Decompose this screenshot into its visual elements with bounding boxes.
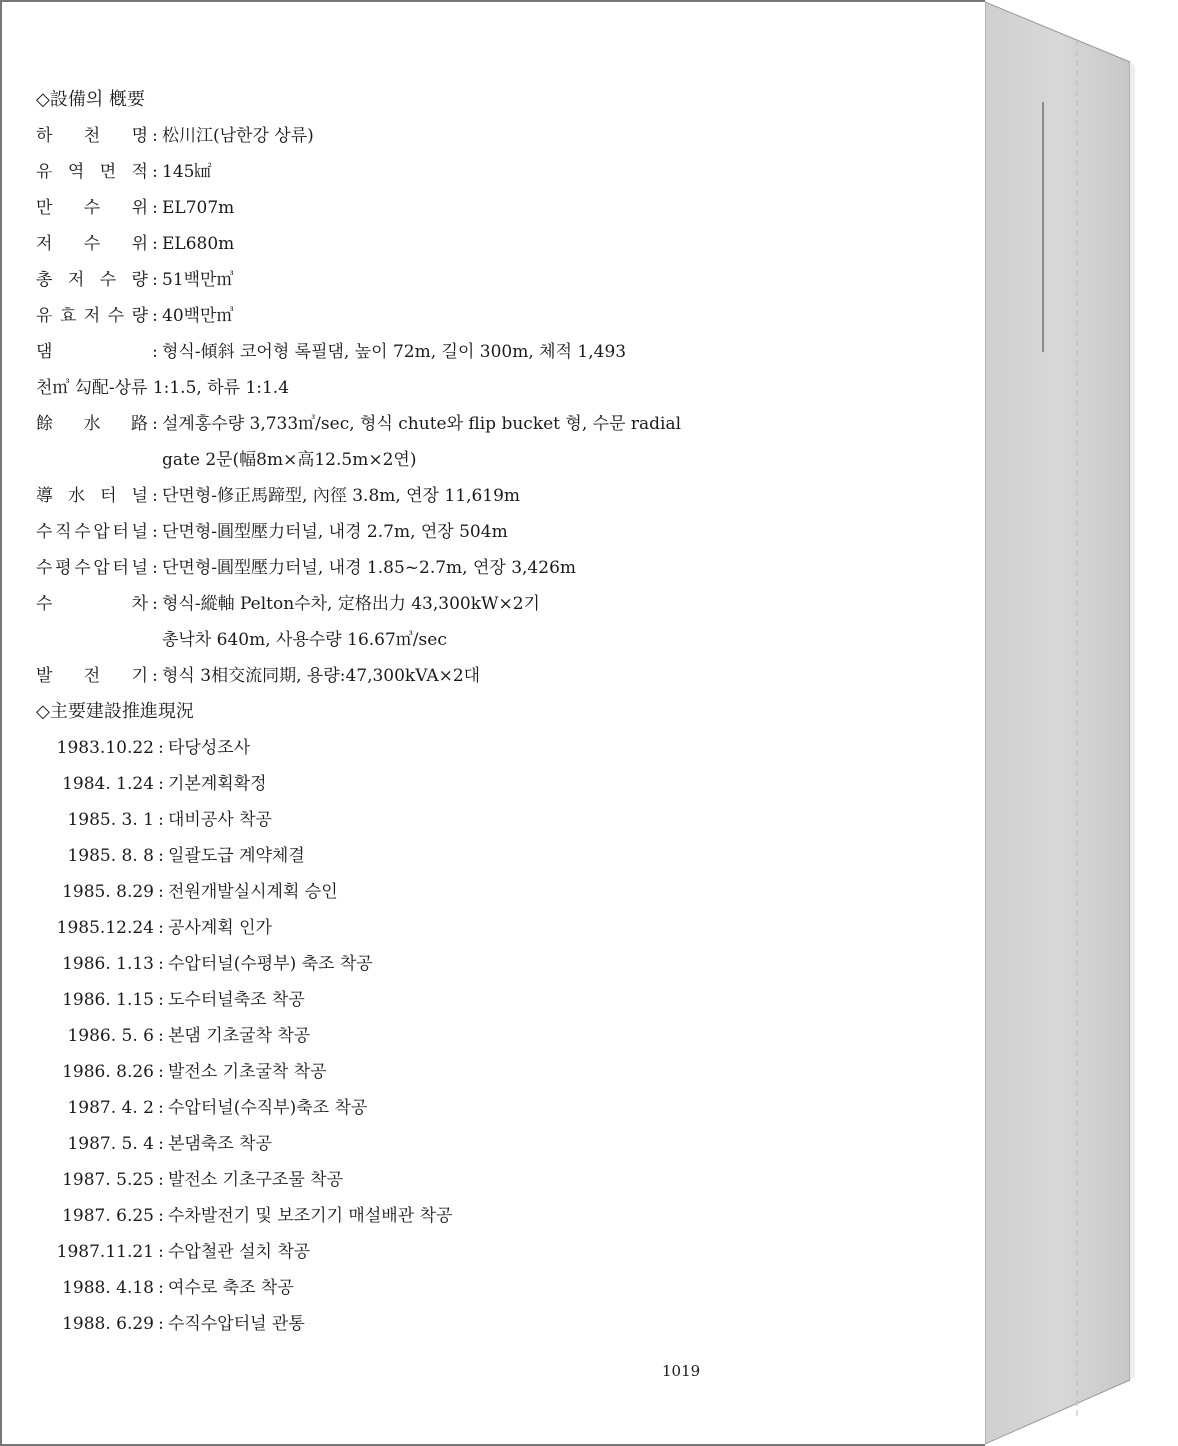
spec-label-char: 터 xyxy=(100,486,117,506)
history-event: 전원개발실시계획 승인 xyxy=(168,882,338,902)
spec-value: 51백만㎥ xyxy=(162,270,234,290)
history-date: 1985. 3. 1 xyxy=(67,810,154,830)
spec-label-char: 널 xyxy=(131,522,148,542)
spec-label-char: 수 xyxy=(83,198,101,218)
history-colon: : xyxy=(158,1206,164,1226)
history-event: 수차발전기 및 보조기기 매설배관 착공 xyxy=(168,1206,453,1226)
history-colon: : xyxy=(158,1314,164,1334)
spec-list xyxy=(36,118,736,334)
spec-row xyxy=(36,658,736,694)
spec-row xyxy=(36,586,736,622)
spec-label-char: 압 xyxy=(93,522,110,542)
spec-colon: : xyxy=(152,558,158,578)
spec-label-char: 직 xyxy=(55,522,72,542)
spec-label-char: 餘 xyxy=(36,414,53,434)
spec-label xyxy=(36,190,148,226)
spec-colon: : xyxy=(152,594,158,614)
history-event: 기본계획확정 xyxy=(168,774,267,794)
history-event: 수직수압터널 관통 xyxy=(168,1314,305,1334)
spec-value: 단면형-圓型壓力터널, 내경 2.7m, 연장 504m xyxy=(162,522,508,542)
history-colon: : xyxy=(158,882,164,902)
history-colon: : xyxy=(158,846,164,866)
spec-value: EL707m xyxy=(162,198,235,218)
spec-label-char: 하 xyxy=(36,126,53,146)
history-row xyxy=(36,1162,736,1198)
spec-value-continued: gate 2문(幅8m×高12.5m×2연) xyxy=(162,450,417,470)
history-date: 1988. 4.18 xyxy=(62,1278,154,1298)
spec-label xyxy=(36,406,148,442)
history-row xyxy=(36,1234,736,1270)
history-colon: : xyxy=(158,1170,164,1190)
spec-label-char: 효 xyxy=(59,306,77,326)
spec-label-char: 량 xyxy=(131,306,148,326)
spec-label-char: 적 xyxy=(131,162,148,182)
spec-label-char: 유 xyxy=(36,162,53,182)
spec-label-char: 水 xyxy=(68,486,86,506)
spec-list-2 xyxy=(36,406,736,694)
history-list xyxy=(36,730,736,1342)
history-colon: : xyxy=(158,738,164,758)
history-row xyxy=(36,1054,736,1090)
spec-label-dam xyxy=(36,334,148,370)
spec-row xyxy=(36,118,736,154)
book-spine xyxy=(985,0,1178,1446)
history-date: 1988. 6.29 xyxy=(62,1314,154,1334)
history-event: 본댐 기초굴착 착공 xyxy=(168,1026,311,1046)
history-date: 1985. 8.29 xyxy=(62,882,154,902)
spec-value: 145㎢ xyxy=(162,162,212,182)
history-row xyxy=(36,1198,736,1234)
spec-colon: : xyxy=(152,270,158,290)
spec-label xyxy=(36,154,148,190)
history-row xyxy=(36,1018,736,1054)
spec-colon: : xyxy=(152,522,158,542)
history-date: 1986. 5. 6 xyxy=(67,1026,154,1046)
spec-row xyxy=(36,226,736,262)
spec-label-char: 기 xyxy=(131,666,148,686)
history-colon: : xyxy=(158,990,164,1010)
history-date: 1986. 1.13 xyxy=(62,954,154,974)
history-event: 본댐축조 착공 xyxy=(168,1134,272,1154)
spec-value-dam-continued: 천㎥ 勾配-상류 1:1.5, 하류 1:1.4 xyxy=(36,378,290,398)
spec-label-char: 수 xyxy=(36,522,53,542)
spec-label-char: 수 xyxy=(74,558,91,578)
spec-label xyxy=(36,586,148,622)
spec-label-char: 위 xyxy=(131,234,148,254)
spec-label xyxy=(36,226,148,262)
spec-colon: : xyxy=(152,234,158,254)
history-event: 도수터널축조 착공 xyxy=(168,990,305,1010)
history-row xyxy=(36,1090,736,1126)
history-row xyxy=(36,766,736,802)
history-event: 수압터널(수직부)축조 착공 xyxy=(168,1098,368,1118)
spec-value: 단면형-圓型壓力터널, 내경 1.85~2.7m, 연장 3,426m xyxy=(162,558,577,578)
spec-label-char: 천 xyxy=(83,126,101,146)
spec-label-char: 발 xyxy=(36,666,53,686)
spec-label-char: 導 xyxy=(36,486,53,506)
spec-label-char: 댐 xyxy=(36,342,53,362)
spec-row xyxy=(36,550,736,586)
spec-label-char: 터 xyxy=(112,522,129,542)
history-row xyxy=(36,802,736,838)
spec-value-dam: 형식-傾斜 코어형 록필댐, 높이 72m, 길이 300m, 체적 1,493 xyxy=(162,342,627,362)
section-title-progress: ◇主要建設推進現況 xyxy=(36,701,194,722)
page-content xyxy=(36,82,736,1342)
spec-row xyxy=(36,262,736,298)
history-event: 발전소 기초굴착 착공 xyxy=(168,1062,327,1082)
spec-label-char: 저 xyxy=(83,306,101,326)
history-date: 1986. 1.15 xyxy=(62,990,154,1010)
spec-label-char: 수 xyxy=(107,306,125,326)
spec-label-char: 路 xyxy=(131,414,148,434)
spec-value: 설계홍수량 3,733㎥/sec, 형식 chute와 flip bucket 형, 수문 radial xyxy=(162,414,682,434)
spec-label-char: 평 xyxy=(55,558,72,578)
spec-value: 형식-縱軸 Pelton수차, 定格出力 43,300kW×2기 xyxy=(162,594,540,614)
history-date: 1985.12.24 xyxy=(56,918,154,938)
spec-label-char: 널 xyxy=(131,486,148,506)
history-colon: : xyxy=(158,774,164,794)
spec-label-char: 전 xyxy=(83,666,101,686)
spec-row xyxy=(36,154,736,190)
spec-label-char: 저 xyxy=(36,234,53,254)
spec-label xyxy=(36,550,148,586)
history-date: 1987.11.21 xyxy=(56,1242,154,1262)
history-row xyxy=(36,730,736,766)
spec-value: 松川江(남한강 상류) xyxy=(162,126,314,146)
spec-value: 40백만㎥ xyxy=(162,306,234,326)
history-event: 수압철관 설치 착공 xyxy=(168,1242,311,1262)
spec-colon: : xyxy=(152,126,158,146)
spec-row xyxy=(36,406,736,442)
history-colon: : xyxy=(158,1026,164,1046)
section-title-facilities: ◇設備의 槪要 xyxy=(36,89,145,110)
history-row xyxy=(36,1270,736,1306)
history-row xyxy=(36,946,736,982)
spec-label-char: 차 xyxy=(131,594,148,614)
spec-row xyxy=(36,514,736,550)
spec-label-char: 명 xyxy=(131,126,148,146)
spec-label-char: 수 xyxy=(74,522,91,542)
history-row xyxy=(36,838,736,874)
history-event: 발전소 기초구조물 착공 xyxy=(168,1170,344,1190)
history-event: 대비공사 착공 xyxy=(168,810,272,830)
spec-colon: : xyxy=(152,414,158,434)
spec-row-dam xyxy=(36,334,736,370)
history-date: 1985. 8. 8 xyxy=(67,846,154,866)
history-row xyxy=(36,1126,736,1162)
spec-value-continued: 총낙차 640m, 사용수량 16.67㎥/sec xyxy=(162,630,447,650)
history-event: 일괄도급 계약체결 xyxy=(168,846,305,866)
spec-label-char: 압 xyxy=(93,558,110,578)
spec-label xyxy=(36,514,148,550)
history-date: 1987. 5.25 xyxy=(62,1170,154,1190)
history-colon: : xyxy=(158,1278,164,1298)
history-date: 1983.10.22 xyxy=(56,738,154,758)
spec-row xyxy=(36,298,736,334)
spec-label xyxy=(36,478,148,514)
spec-label-char: 수 xyxy=(99,270,117,290)
spine-shape xyxy=(985,0,1178,1446)
history-row xyxy=(36,1306,736,1342)
spec-label xyxy=(36,262,148,298)
history-date: 1986. 8.26 xyxy=(62,1062,154,1082)
history-row xyxy=(36,982,736,1018)
spec-label-char: 수 xyxy=(83,234,101,254)
history-row xyxy=(36,910,736,946)
spec-label xyxy=(36,298,148,334)
history-row xyxy=(36,874,736,910)
history-colon: : xyxy=(158,1098,164,1118)
spec-value: 단면형-修正馬蹄型, 內徑 3.8m, 연장 11,619m xyxy=(162,486,521,506)
spec-label-char: 역 xyxy=(67,162,85,182)
history-colon: : xyxy=(158,1242,164,1262)
history-date: 1987. 4. 2 xyxy=(67,1098,154,1118)
spec-label-char: 유 xyxy=(36,306,53,326)
page-number: 1019 xyxy=(662,1362,701,1380)
spec-label-char: 널 xyxy=(131,558,148,578)
history-event: 공사계획 인가 xyxy=(168,918,272,938)
spec-value: 형식 3相交流同期, 용량:47,300kVA×2대 xyxy=(162,666,481,686)
history-colon: : xyxy=(158,954,164,974)
spec-colon: : xyxy=(152,666,158,686)
history-event: 수압터널(수평부) 축조 착공 xyxy=(168,954,373,974)
spec-colon: : xyxy=(152,486,158,506)
spec-label-char: 총 xyxy=(36,270,53,290)
spec-colon: : xyxy=(152,162,158,182)
spec-label-char: 면 xyxy=(99,162,117,182)
spec-colon: : xyxy=(152,198,158,218)
history-colon: : xyxy=(158,1134,164,1154)
spec-label xyxy=(36,118,148,154)
spec-label-char: 만 xyxy=(36,198,53,218)
history-event: 여수로 축조 착공 xyxy=(168,1278,294,1298)
spec-label-char: 위 xyxy=(131,198,148,218)
spec-colon: : xyxy=(152,342,158,362)
spec-row xyxy=(36,190,736,226)
history-colon: : xyxy=(158,810,164,830)
history-date: 1987. 5. 4 xyxy=(67,1134,154,1154)
history-colon: : xyxy=(158,1062,164,1082)
spec-label-char: 량 xyxy=(131,270,148,290)
spec-label-char: 터 xyxy=(112,558,129,578)
spec-label-char: 수 xyxy=(36,558,53,578)
history-event: 타당성조사 xyxy=(168,738,251,758)
spec-label xyxy=(36,658,148,694)
history-colon: : xyxy=(158,918,164,938)
spec-label-char: 저 xyxy=(67,270,85,290)
spec-row xyxy=(36,478,736,514)
history-date: 1987. 6.25 xyxy=(62,1206,154,1226)
spec-label-char: 수 xyxy=(36,594,53,614)
spec-value: EL680m xyxy=(162,234,235,254)
history-date: 1984. 1.24 xyxy=(62,774,154,794)
spec-colon: : xyxy=(152,306,158,326)
spec-label-char: 水 xyxy=(83,414,101,434)
